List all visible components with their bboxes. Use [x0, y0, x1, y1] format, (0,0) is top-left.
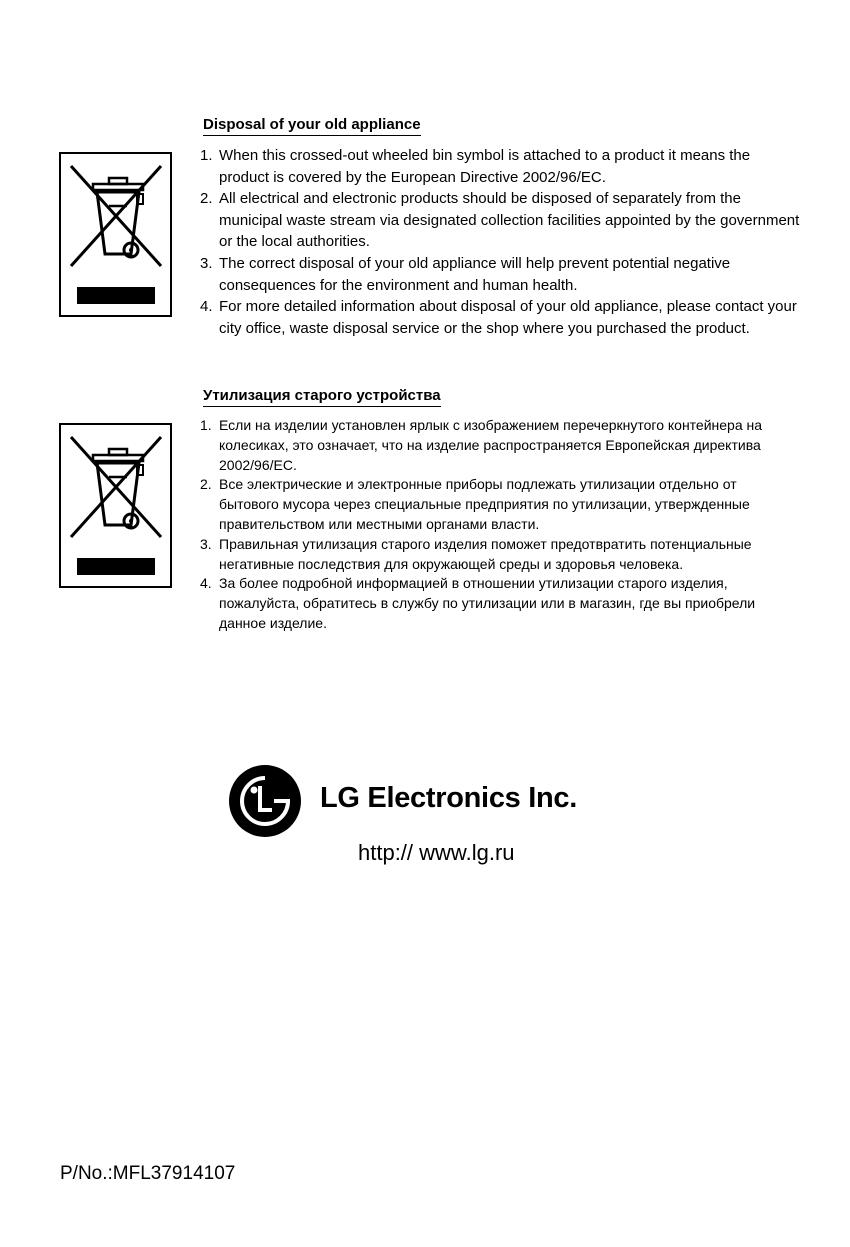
website-url: http:// www.lg.ru: [358, 840, 515, 865]
russian-heading: Утилизация старого устройства: [203, 387, 441, 407]
list-item: 2. All electrical and electronic products should be disposed of separately from the municipal waste stream via designated collection facilities appointed by the government or the local authorities.: [200, 190, 800, 251]
lg-logo-icon: [228, 764, 302, 838]
list-item: 3. Правильная утилизация старого изделия поможет предотвратить потенциальные негативные последствия для окружающей среды и здоровья человека.: [200, 535, 752, 572]
list-item: 1. When this crossed-out wheeled bin symbol is attached to a product it means the product is covered by the European Directive 2002/96/EC.: [200, 147, 751, 186]
list-item: 4. For more detailed information about disposal of your old appliance, please contact your city office, waste disposal service or the shop where you purchased the product.: [200, 298, 797, 337]
part-number: P/No.:MFL37914107: [60, 1163, 236, 1184]
list-item: 1. Если на изделии установлен ярлык с изображением перечеркнутого контейнера на колесиках, это означает, что на изделие распространяется Европейская директива 2002/96/EC.: [200, 417, 763, 473]
english-heading: Disposal of your old appliance: [203, 116, 421, 136]
company-name: LG Electronics Inc.: [320, 782, 577, 814]
list-item: 3. The correct disposal of your old appliance will help prevent potential negative consequences for the environment and human health.: [200, 254, 731, 294]
russian-list: [200, 416, 800, 634]
list-item: 4. За более подробной информацией в отношении утилизации старого изделия, пожалуйста, обратитесь в службу по утилизации или в магазин, где вы приобрели данное изделие.: [200, 575, 756, 631]
list-item: 2. Все электрические и электронные приборы подлежать утилизации отдельно от бытового мусора через специальные предприятия по утилизации, утвержденные правительством или местными органами власти.: [200, 476, 750, 532]
crossed-out-wheeled-bin-icon: [59, 152, 172, 317]
english-list: [200, 145, 800, 339]
crossed-out-wheeled-bin-icon: [59, 423, 172, 588]
